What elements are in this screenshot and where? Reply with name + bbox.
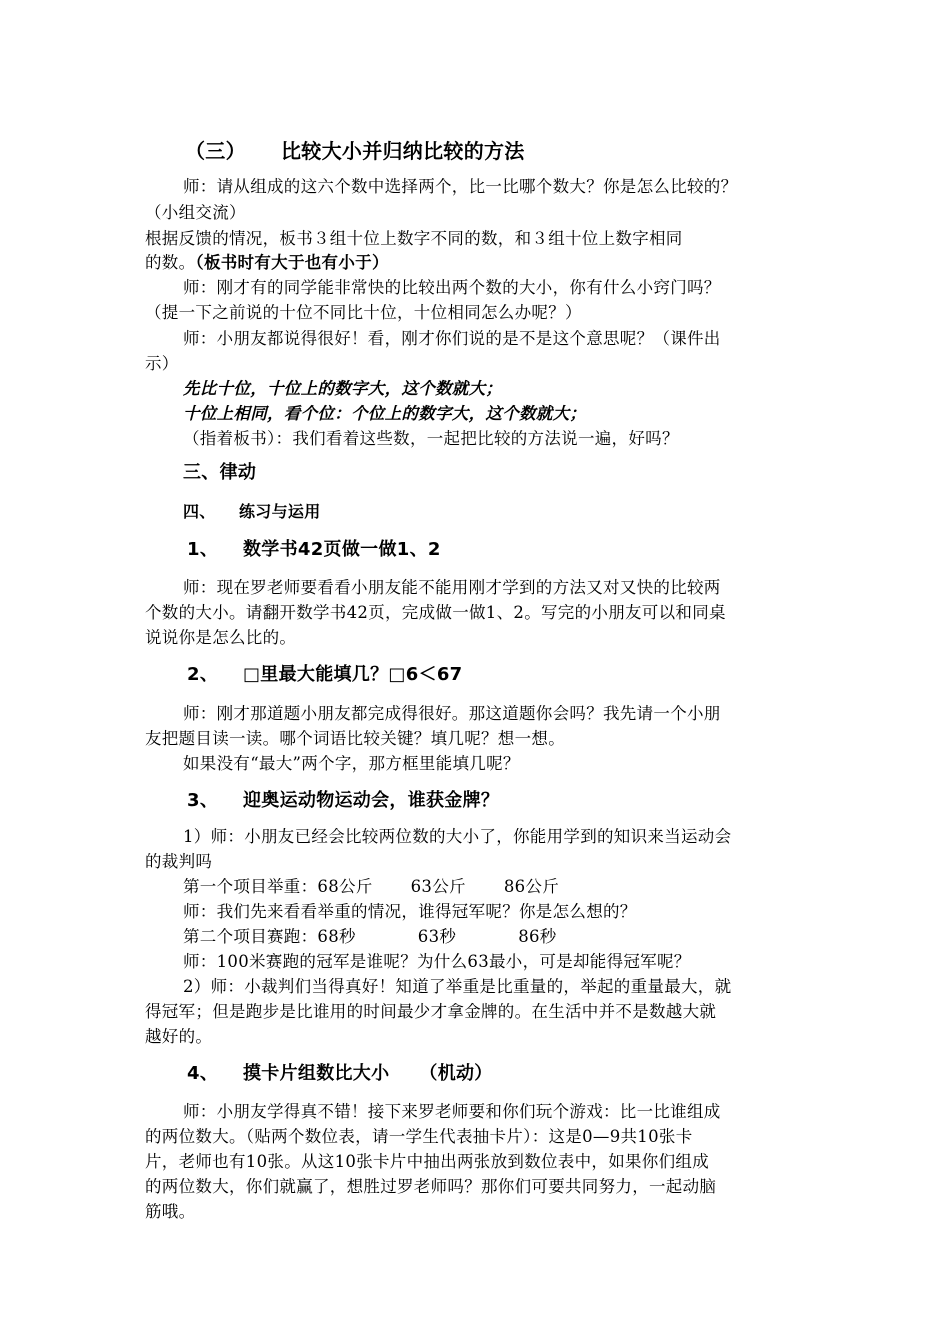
section-heading-practice: 四、 练习与运用 (183, 502, 321, 521)
paragraph-line: 师：现在罗老师要看看小朋友能不能用刚才学到的方法又对又快的比较两 (183, 578, 721, 597)
paragraph-line: 师：刚才那道题小朋友都完成得很好。那这道题你会吗？我先请一个小朋 (183, 704, 721, 723)
paragraph-line: （小组交流） (145, 203, 246, 222)
paragraph-line: （提一下之前说的十位不同比十位，十位相同怎么办呢？） (145, 303, 582, 322)
event-line-race: 第二个项目赛跑：68秒 63秒 86秒 (183, 927, 557, 946)
paragraph-line: 师：刚才有的同学能非常快的比较出两个数的大小，你有什么小窍门吗？ (183, 278, 721, 297)
paragraph-line: 师：请从组成的这六个数中选择两个，比一比哪个数大？你是怎么比较的？ (183, 177, 738, 196)
subsection-heading-2: 2、 □里最大能填几？□6＜67 (187, 664, 463, 685)
paragraph-line: 得冠军；但是跑步是比谁用的时间最少才拿金牌的。在生活中并不是数越大就 (145, 1002, 717, 1021)
paragraph-line: 的数。（板书时有大于也有小于） (145, 253, 389, 272)
subsection-heading-3: 3、 迎奥运动物运动会，谁获金牌？ (187, 790, 500, 811)
paragraph-line: 师：小朋友学得真不错！接下来罗老师要和你们玩个游戏：比一比谁组成 (183, 1102, 721, 1121)
bold-note: （板书时有大于也有小于） (195, 253, 389, 272)
paragraph-line: 的两位数大，你们就赢了，想胜过罗老师吗？那你们可要共同努力，一起动脑 (145, 1177, 717, 1196)
paragraph-line: 片，老师也有10张。从这10张卡片中抽出两张放到数位表中，如果你们组成 (145, 1152, 709, 1171)
paragraph-line: 个数的大小。请翻开数学书42页，完成做一做1、2。写完的小朋友可以和同桌 (145, 603, 726, 622)
paragraph-line: 示） (145, 354, 179, 373)
paragraph-line: 的裁判吗 (145, 852, 213, 871)
paragraph-line: 根据反馈的情况，板书３组十位上数字不同的数，和３组十位上数字相同 (145, 229, 683, 248)
subsection-heading-4: 4、 摸卡片组数比大小 （机动） (187, 1063, 493, 1084)
subsection-heading-1: 1、 数学书42页做一做1、2 (187, 539, 441, 560)
paragraph-line: 的两位数大。（贴两个数位表，请一学生代表抽卡片）：这是0—9共10张卡 (145, 1127, 693, 1146)
paragraph-line: 师：小朋友都说得很好！看，刚才你们说的是不是这个意思呢？（课件出 (183, 329, 721, 348)
paragraph-line: 友把题目读一读。哪个词语比较关键？填几呢？想一想。 (145, 729, 565, 748)
paragraph-line: 2）师：小裁判们当得真好！知道了举重是比重量的，举起的重量最大，就 (183, 977, 732, 996)
paragraph-line: 说说你是怎么比的。 (145, 628, 297, 647)
paragraph-line: 如果没有“最大”两个字，那方框里能填几呢？ (183, 754, 520, 773)
event-line-weightlifting: 第一个项目举重：68公斤 63公斤 86公斤 (183, 877, 560, 896)
paragraph-line: 1）师：小朋友已经会比较两位数的大小了，你能用学到的知识来当运动会 (183, 827, 732, 846)
section-heading-compare: （三） 比较大小并归纳比较的方法 (185, 139, 525, 163)
paragraph-line: （指着板书）：我们看着这些数，一起把比较的方法说一遍，好吗？ (183, 429, 679, 448)
paragraph-line: 筋哦。 (145, 1202, 196, 1221)
rule-line-1: 先比十位，十位上的数字大，这个数就大； (183, 379, 503, 398)
paragraph-line: 越好的。 (145, 1027, 213, 1046)
rule-line-2: 十位上相同，看个位：个位上的数字大，这个数就大； (183, 404, 587, 423)
paragraph-line: 师：100米赛跑的冠军是谁呢？为什么63最小，可是却能得冠军呢？ (183, 952, 691, 971)
paragraph-line: 师：我们先来看看举重的情况，谁得冠军呢？你是怎么想的？ (183, 902, 637, 921)
section-heading-rhythm: 三、律动 (183, 462, 257, 483)
